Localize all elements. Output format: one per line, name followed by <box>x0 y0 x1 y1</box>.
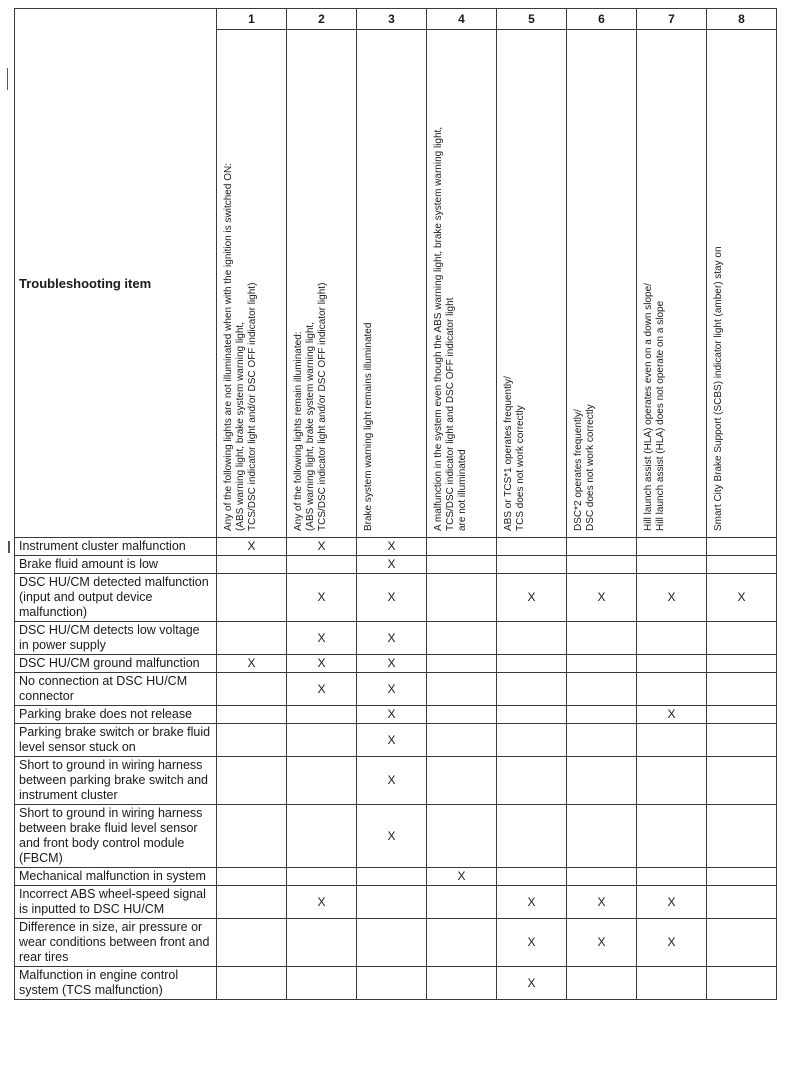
mark-cell <box>567 538 637 556</box>
table-row <box>15 706 777 724</box>
troubleshooting-item: Instrument cluster malfunction <box>15 538 217 556</box>
mark-cell <box>217 805 287 868</box>
column-header-7 <box>637 30 707 538</box>
mark-cell <box>217 706 287 724</box>
mark-cell <box>497 556 567 574</box>
mark-cell: X <box>497 574 567 622</box>
column-description: Smart City Brake Support (SCBS) indicator light (amber) stay on <box>713 246 724 531</box>
column-header-6 <box>567 30 637 538</box>
mark-cell <box>497 757 567 805</box>
mark-cell <box>567 556 637 574</box>
mark-cell <box>637 622 707 655</box>
mark-cell <box>217 967 287 1000</box>
mark-cell: X <box>287 886 357 919</box>
mark-cell <box>287 556 357 574</box>
mark-cell: X <box>637 886 707 919</box>
mark-cell: X <box>217 655 287 673</box>
mark-cell <box>707 538 777 556</box>
mark-cell: X <box>357 538 427 556</box>
mark-cell: X <box>287 538 357 556</box>
column-header-2 <box>287 30 357 538</box>
mark-cell <box>287 868 357 886</box>
mark-cell <box>567 655 637 673</box>
mark-cell <box>497 805 567 868</box>
column-description: A malfunction in the system even though the ABS warning light, brake system warning light, TCS/DSC indicator light and DSC OFF indicator light are not illuminated <box>433 126 468 531</box>
column-description: DSC*2 operates frequently/ DSC does not work correctly <box>573 404 596 531</box>
mark-cell <box>287 706 357 724</box>
column-number: 6 <box>567 9 637 30</box>
mark-cell: X <box>567 574 637 622</box>
mark-cell <box>637 757 707 805</box>
table-row <box>15 805 777 868</box>
mark-cell <box>707 556 777 574</box>
table-row <box>15 868 777 886</box>
troubleshooting-item: Mechanical malfunction in system <box>15 868 217 886</box>
mark-cell: X <box>357 724 427 757</box>
mark-cell <box>637 967 707 1000</box>
table-row <box>15 919 777 967</box>
mark-cell <box>427 622 497 655</box>
troubleshooting-item: No connection at DSC HU/CM connector <box>15 673 217 706</box>
mark-cell <box>217 556 287 574</box>
mark-cell <box>497 538 567 556</box>
mark-cell: X <box>357 574 427 622</box>
table-row <box>15 967 777 1000</box>
mark-cell <box>217 886 287 919</box>
mark-cell <box>707 622 777 655</box>
table-row <box>15 574 777 622</box>
mark-cell <box>497 673 567 706</box>
troubleshooting-table <box>14 8 777 1000</box>
mark-cell <box>497 622 567 655</box>
troubleshooting-item-header: Troubleshooting item <box>15 30 217 538</box>
mark-cell <box>217 757 287 805</box>
troubleshooting-item: DSC HU/CM detects low voltage in power supply <box>15 622 217 655</box>
mark-cell <box>497 655 567 673</box>
column-number: 3 <box>357 9 427 30</box>
table-row <box>15 673 777 706</box>
mark-cell <box>707 655 777 673</box>
column-number: 7 <box>637 9 707 30</box>
mark-cell: X <box>567 919 637 967</box>
mark-cell <box>427 538 497 556</box>
column-number: 1 <box>217 9 287 30</box>
column-number: 4 <box>427 9 497 30</box>
mark-cell <box>707 868 777 886</box>
mark-cell <box>707 757 777 805</box>
troubleshooting-item: Malfunction in engine control system (TCS malfunction) <box>15 967 217 1000</box>
mark-cell <box>217 574 287 622</box>
mark-cell <box>427 706 497 724</box>
mark-cell <box>637 655 707 673</box>
column-description: ABS or TCS*1 operates frequently/ TCS does not work correctly <box>503 376 526 531</box>
troubleshooting-item: Incorrect ABS wheel-speed signal is inputted to DSC HU/CM <box>15 886 217 919</box>
mark-cell: X <box>497 919 567 967</box>
mark-cell: X <box>287 622 357 655</box>
mark-cell <box>637 538 707 556</box>
column-description: Brake system warning light remains illuminated <box>363 322 374 531</box>
mark-cell <box>427 655 497 673</box>
mark-cell <box>427 886 497 919</box>
column-number: 2 <box>287 9 357 30</box>
mark-cell: X <box>497 967 567 1000</box>
mark-cell: X <box>357 673 427 706</box>
mark-cell <box>287 724 357 757</box>
mark-cell <box>707 805 777 868</box>
troubleshooting-item: Short to ground in wiring harness between parking brake switch and instrument cluster <box>15 757 217 805</box>
column-description-row <box>15 30 777 538</box>
mark-cell <box>357 967 427 1000</box>
mark-cell <box>497 706 567 724</box>
mark-cell <box>427 805 497 868</box>
mark-cell <box>567 673 637 706</box>
mark-cell: X <box>287 655 357 673</box>
mark-cell <box>427 574 497 622</box>
corner-cell <box>15 9 217 30</box>
mark-cell: X <box>287 673 357 706</box>
mark-cell <box>707 919 777 967</box>
column-header-3 <box>357 30 427 538</box>
mark-cell <box>707 724 777 757</box>
mark-cell: X <box>637 574 707 622</box>
mark-cell: X <box>357 655 427 673</box>
margin-mark <box>7 68 8 90</box>
mark-cell: X <box>357 556 427 574</box>
column-number-row <box>15 9 777 30</box>
mark-cell <box>707 886 777 919</box>
mark-cell <box>217 724 287 757</box>
mark-cell <box>497 868 567 886</box>
mark-cell <box>567 868 637 886</box>
mark-cell <box>427 757 497 805</box>
column-header-4 <box>427 30 497 538</box>
mark-cell <box>287 967 357 1000</box>
mark-cell: X <box>217 538 287 556</box>
mark-cell <box>637 556 707 574</box>
troubleshooting-item: DSC HU/CM detected malfunction (input and output device malfunction) <box>15 574 217 622</box>
table-row <box>15 724 777 757</box>
mark-cell <box>287 757 357 805</box>
column-header-1 <box>217 30 287 538</box>
mark-cell: X <box>357 805 427 868</box>
troubleshooting-item: DSC HU/CM ground malfunction <box>15 655 217 673</box>
mark-cell: X <box>707 574 777 622</box>
mark-cell: X <box>357 622 427 655</box>
mark-cell <box>567 757 637 805</box>
mark-cell: X <box>567 886 637 919</box>
mark-cell <box>217 919 287 967</box>
mark-cell <box>637 724 707 757</box>
mark-cell <box>637 805 707 868</box>
mark-cell: X <box>637 919 707 967</box>
mark-cell <box>707 673 777 706</box>
mark-cell <box>357 886 427 919</box>
mark-cell <box>707 706 777 724</box>
mark-cell: X <box>287 574 357 622</box>
mark-cell <box>217 673 287 706</box>
mark-cell <box>637 868 707 886</box>
mark-cell <box>427 919 497 967</box>
mark-cell <box>567 967 637 1000</box>
mark-cell <box>427 673 497 706</box>
mark-cell <box>217 622 287 655</box>
mark-cell <box>287 919 357 967</box>
column-number: 8 <box>707 9 777 30</box>
mark-cell <box>357 868 427 886</box>
troubleshooting-item: Brake fluid amount is low <box>15 556 217 574</box>
table-row <box>15 886 777 919</box>
table-row <box>15 655 777 673</box>
mark-cell <box>637 673 707 706</box>
mark-cell <box>217 868 287 886</box>
mark-cell <box>427 724 497 757</box>
troubleshooting-item: Parking brake does not release <box>15 706 217 724</box>
mark-cell: X <box>637 706 707 724</box>
mark-cell <box>427 967 497 1000</box>
mark-cell <box>567 724 637 757</box>
column-description: Any of the following lights remain illuminated: (ABS warning light, brake system warning light, TCS/DSC indicator light and/or DSC OFF indicator light) <box>293 282 328 531</box>
column-description: Hill launch assist (HLA) operates even on a down slope/ Hill launch assist (HLA) does not operate on a slope <box>643 283 666 531</box>
column-description: Any of the following lights are not illuminated when with the ignition is switched ON: (ABS warning light, brake system warning light, TCS/DSC indicator light and/or DSC OFF indicator light) <box>223 163 258 531</box>
margin-mark <box>8 541 10 553</box>
mark-cell <box>567 622 637 655</box>
mark-cell <box>427 556 497 574</box>
mark-cell <box>567 805 637 868</box>
column-header-5 <box>497 30 567 538</box>
troubleshooting-item: Parking brake switch or brake fluid level sensor stuck on <box>15 724 217 757</box>
table-row <box>15 757 777 805</box>
mark-cell: X <box>427 868 497 886</box>
mark-cell: X <box>497 886 567 919</box>
table-row <box>15 556 777 574</box>
table-row <box>15 538 777 556</box>
column-header-8 <box>707 30 777 538</box>
table-row <box>15 622 777 655</box>
mark-cell <box>567 706 637 724</box>
mark-cell: X <box>357 706 427 724</box>
mark-cell <box>357 919 427 967</box>
mark-cell: X <box>357 757 427 805</box>
troubleshooting-item: Difference in size, air pressure or wear conditions between front and rear tires <box>15 919 217 967</box>
column-number: 5 <box>497 9 567 30</box>
troubleshooting-item: Short to ground in wiring harness between brake fluid level sensor and front body control module (FBCM) <box>15 805 217 868</box>
mark-cell <box>707 967 777 1000</box>
mark-cell <box>497 724 567 757</box>
mark-cell <box>287 805 357 868</box>
